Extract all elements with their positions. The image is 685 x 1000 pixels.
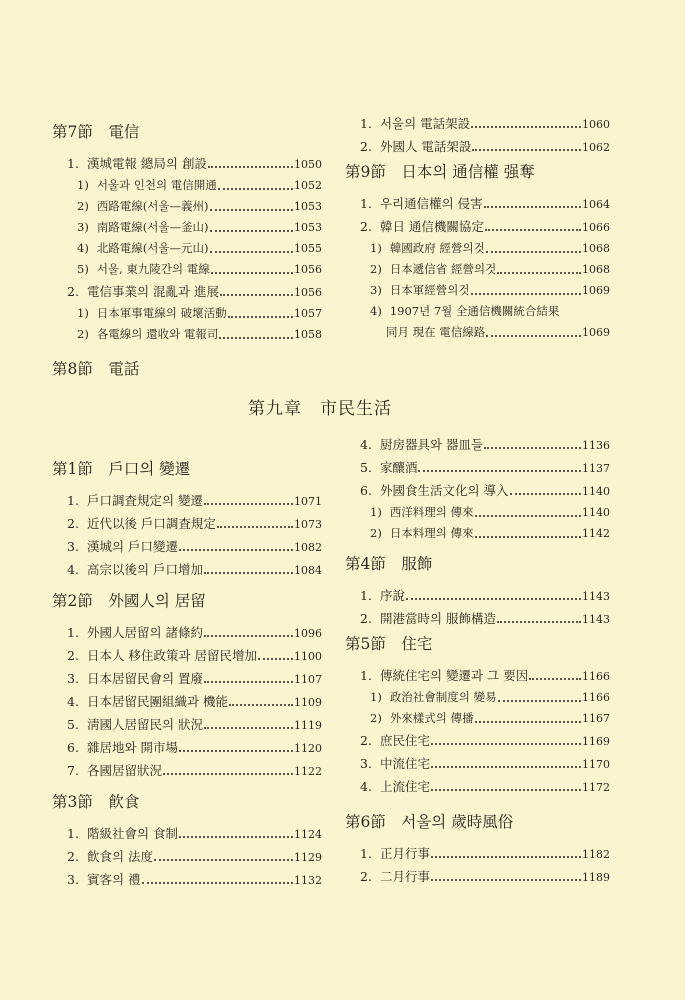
toc-entry[interactable]: 2) 西路電線(서울—義州) 1053 (52, 196, 322, 217)
toc-upper-right (345, 112, 610, 343)
toc-entry[interactable]: 2. 韓日 通信機關協定 1066 (345, 215, 610, 238)
leader-dots (475, 515, 581, 517)
page-number: 1109 (294, 696, 322, 709)
leader-dots (485, 229, 581, 231)
leader-dots (163, 773, 293, 775)
toc-entry[interactable]: 1) 韓國政府 經營의것 1068 (345, 238, 610, 259)
leader-dots (211, 272, 293, 274)
leader-dots (431, 856, 581, 858)
toc-lower-right (345, 433, 610, 888)
section-heading: 第1節 戶口의 變遷 (52, 460, 191, 478)
page-number: 1124 (294, 828, 322, 841)
leader-dots (471, 293, 581, 295)
leader-dots (210, 251, 293, 253)
leader-dots (217, 526, 293, 528)
leader-dots (208, 166, 293, 168)
leader-dots (210, 230, 293, 232)
toc-entry[interactable]: 1) 서울과 인천의 電信開通 1052 (52, 175, 322, 196)
page-number: 1182 (582, 848, 610, 861)
toc-entry[interactable]: 7. 各國居留狀況 1122 (52, 759, 322, 782)
page-number: 1068 (582, 263, 610, 276)
page-number: 1167 (582, 712, 610, 725)
page-number: 1137 (582, 462, 610, 475)
toc-entry[interactable]: 2. 飮食의 法度 1129 (52, 845, 322, 868)
leader-dots (498, 700, 581, 702)
leader-dots (204, 681, 293, 683)
toc-entry[interactable]: 3) 日本軍經營의것 1069 (345, 280, 610, 301)
page-number: 1100 (294, 650, 322, 663)
page-number: 1060 (582, 118, 610, 131)
leader-dots (475, 536, 581, 538)
section-heading: 第3節 飮食 (52, 793, 140, 811)
leader-dots (218, 188, 293, 190)
page-number: 1172 (582, 781, 610, 794)
leader-dots (204, 727, 293, 729)
leader-dots (210, 209, 293, 211)
toc-entry[interactable]: 1. 戶口調査規定의 變遷 1071 (52, 489, 322, 512)
page-number: 1073 (294, 518, 322, 531)
leader-dots (258, 658, 293, 660)
toc-entry[interactable]: 2) 各電線의 還收와 電報司 1058 (52, 324, 322, 345)
section-heading: 第5節 住宅 (345, 635, 433, 653)
page-number: 1062 (582, 141, 610, 154)
page-number: 1140 (582, 485, 610, 498)
section-heading: 第2節 外國人의 居留 (52, 592, 206, 610)
toc-upper-left (52, 118, 322, 383)
toc-entry[interactable]: 6. 外國食生活文化의 導入 1140 (345, 479, 610, 502)
toc-entry[interactable]: 4) 1907년 7월 全通信機關統合結果 (370, 304, 560, 318)
toc-entry[interactable]: 1) 西洋料理의 傳來 1140 (345, 502, 610, 523)
toc-entry[interactable]: 6. 雜居地와 開市場 1120 (52, 736, 322, 759)
toc-entry[interactable]: 2. 外國人 電話架設 1062 (345, 135, 610, 158)
section-heading: 第6節 서울의 歲時風俗 (345, 813, 514, 831)
toc-lower-left (52, 455, 322, 891)
toc-entry-continuation[interactable]: 同月 現在 電信線路 1069 (345, 322, 610, 343)
section-heading: 第7節 電信 (52, 123, 140, 141)
toc-entry[interactable]: 1. 外國人居留의 諸條約 1096 (52, 621, 322, 644)
leader-dots (431, 789, 581, 791)
page-number: 1119 (294, 719, 322, 732)
page-number: 1068 (582, 242, 610, 255)
toc-entry[interactable]: 3) 南路電線(서울—釜山) 1053 (52, 217, 322, 238)
leader-dots (529, 678, 581, 680)
page-number: 1084 (294, 564, 322, 577)
leader-dots (510, 493, 582, 495)
page-number: 1052 (294, 179, 322, 192)
page-number: 1069 (582, 326, 610, 339)
page-number: 1143 (582, 590, 610, 603)
toc-entry[interactable]: 1) 政治社會制度의 變易 1166 (345, 687, 610, 708)
toc-entry[interactable]: 1. 階級社會의 食制 1124 (52, 822, 322, 845)
leader-dots (179, 836, 293, 838)
toc-entry[interactable]: 4. 日本居留民團組織과 機能 1109 (52, 690, 322, 713)
toc-entry[interactable]: 3. 漢城의 戶口變遷 1082 (52, 535, 322, 558)
page-number: 1082 (294, 541, 322, 554)
toc-entry[interactable]: 5) 서울, 東九陵간의 電線 1056 (52, 259, 322, 280)
leader-dots (154, 859, 293, 861)
leader-dots (472, 149, 581, 151)
toc-entry[interactable]: 5. 家釀酒 1137 (345, 456, 610, 479)
toc-entry[interactable]: 3. 賓客의 禮 1132 (52, 868, 322, 891)
toc-entry[interactable]: 2. 開港當時의 服飾構造 1143 (345, 607, 610, 630)
page-number: 1140 (582, 506, 610, 519)
leader-dots (204, 572, 293, 574)
page-number: 1050 (294, 158, 322, 171)
toc-entry[interactable]: 1. 漢城電報 總局의 創設 1050 (52, 152, 322, 175)
leader-dots (418, 470, 581, 472)
page-number: 1107 (294, 673, 322, 686)
page-number: 1069 (582, 284, 610, 297)
toc-entry[interactable]: 2) 日本料理의 傳來 1142 (345, 523, 610, 544)
leader-dots (497, 272, 581, 274)
leader-dots (484, 447, 581, 449)
leader-dots (486, 335, 581, 337)
toc-entry[interactable]: 1. 우리通信權의 侵害 1064 (345, 192, 610, 215)
leader-dots (179, 750, 293, 752)
leader-dots (220, 294, 293, 296)
leader-dots (431, 743, 581, 745)
page-number: 1058 (294, 328, 322, 341)
page-number: 1143 (582, 613, 610, 626)
leader-dots (142, 882, 294, 884)
leader-dots (431, 766, 581, 768)
toc-entry[interactable]: 2. 電信事業의 混亂과 進展 1056 (52, 280, 322, 303)
toc-entry[interactable]: 2. 日本人 移住政策과 居留民增加 1100 (52, 644, 322, 667)
toc-entry[interactable]: 1. 序說 1143 (345, 584, 610, 607)
page-number: 1056 (294, 286, 322, 299)
page-number: 1055 (294, 242, 322, 255)
leader-dots (475, 721, 581, 723)
section-heading: 第4節 服飾 (345, 555, 433, 573)
toc-entry[interactable]: 4. 厨房器具와 器皿들 1136 (345, 433, 610, 456)
page-number: 1053 (294, 200, 322, 213)
page-number: 1071 (294, 495, 322, 508)
toc-entry[interactable]: 2. 庶民住宅 1169 (345, 729, 610, 752)
leader-dots (204, 635, 293, 637)
toc-entry[interactable]: 2. 二月行事 1189 (345, 865, 610, 888)
page-number: 1142 (582, 527, 610, 540)
page-number: 1066 (582, 221, 610, 234)
page-number: 1166 (582, 670, 610, 683)
toc-entry[interactable]: 1) 日本軍事電線의 破壞活動 1057 (52, 303, 322, 324)
page-number: 1057 (294, 307, 322, 320)
section-heading: 第8節 電話 (52, 360, 140, 378)
page-number: 1169 (582, 735, 610, 748)
leader-dots (219, 337, 293, 339)
leader-dots (406, 598, 581, 600)
toc-entry[interactable]: 4. 上流住宅 1172 (345, 775, 610, 798)
page-number: 1189 (582, 871, 610, 884)
toc-entry[interactable]: 5. 淸國人居留民의 狀況 1119 (52, 713, 322, 736)
leader-dots (431, 879, 581, 881)
toc-entry[interactable]: 3. 日本居留民會의 置廢 1107 (52, 667, 322, 690)
page-number: 1136 (582, 439, 610, 452)
toc-entry[interactable]: 4. 高宗以後의 戶口增加 1084 (52, 558, 322, 581)
toc-entry[interactable]: 3. 中流住宅 1170 (345, 752, 610, 775)
toc-entry[interactable]: 1. 正月行事 1182 (345, 842, 610, 865)
toc-entry[interactable]: 1. 서울의 電話架設 1060 (345, 112, 610, 135)
toc-entry[interactable]: 2) 日本遞信省 經營의것 1068 (345, 259, 610, 280)
leader-dots (486, 251, 581, 253)
leader-dots (228, 316, 293, 318)
page-number: 1064 (582, 198, 610, 211)
toc-entry[interactable]: 4) 北路電線(서울—元山) 1055 (52, 238, 322, 259)
page-number: 1053 (294, 221, 322, 234)
section-heading: 第9節 日本의 通信權 强奪 (345, 163, 535, 181)
page-number: 1096 (294, 627, 322, 640)
page-number: 1056 (294, 263, 322, 276)
chapter-title: 第九章 市民生活 (248, 399, 392, 419)
page-number: 1129 (294, 851, 322, 864)
toc-entry[interactable]: 2. 近代以後 戶口調査規定 1073 (52, 512, 322, 535)
leader-dots (471, 126, 581, 128)
leader-dots (204, 503, 293, 505)
leader-dots (484, 206, 581, 208)
toc-entry[interactable]: 1. 傳統住宅의 變遷과 그 要因 1166 (345, 664, 610, 687)
leader-dots (497, 621, 581, 623)
page-number: 1122 (294, 765, 322, 778)
page-number: 1132 (294, 874, 322, 887)
leader-dots (179, 549, 293, 551)
leader-dots (229, 704, 293, 706)
toc-entry[interactable]: 2) 外來樣式의 傳播 1167 (345, 708, 610, 729)
page-number: 1166 (582, 691, 610, 704)
page-number: 1120 (294, 742, 322, 755)
page-number: 1170 (582, 758, 610, 771)
